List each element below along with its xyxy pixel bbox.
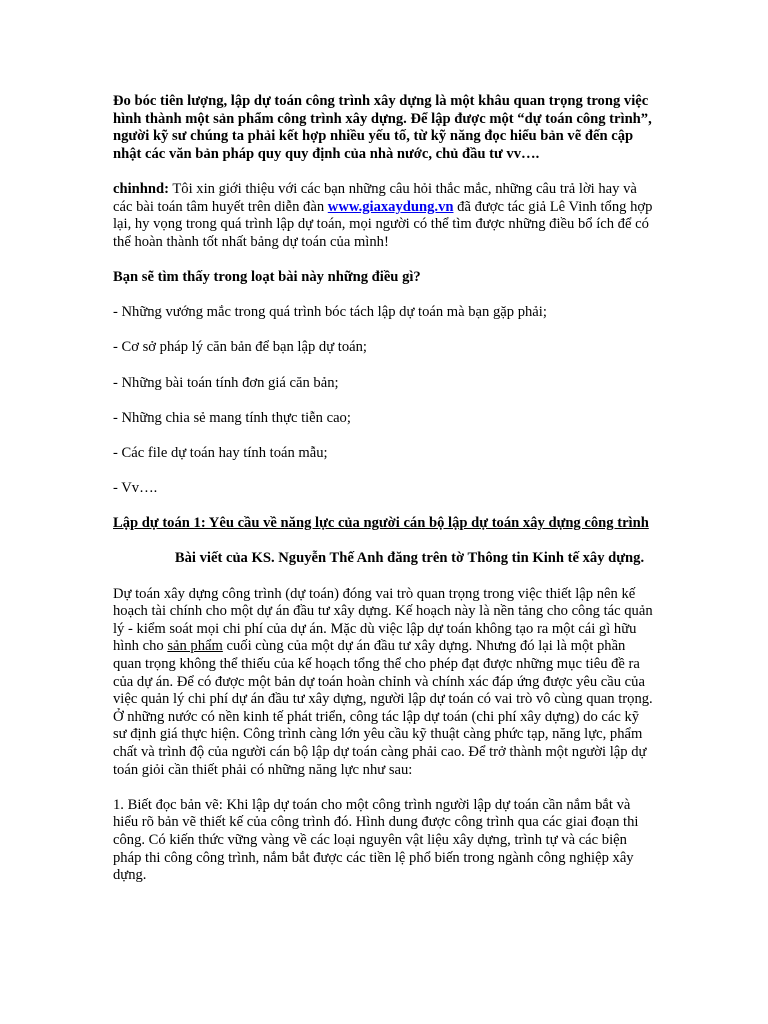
intro-text-1: Tôi xin giới thiệu với các bạn những câu hỏi thắc mắc, những câu trả lời hay và các bài toán tâm huyết trên diễn đàn [113, 180, 637, 215]
list-item: - Những bài toán tính đơn giá căn bản; [113, 374, 339, 391]
list-item: - Cơ sở pháp lý căn bản để bạn lập dự toán; [113, 339, 367, 356]
list-item: - Những vướng mắc trong quá trình bóc tách lập dự toán mà bạn gặp phải; [113, 304, 547, 321]
list-item: - Những chia sẻ mang tính thực tiễn cao; [113, 409, 351, 426]
forum-link[interactable]: www.giaxaydung.vn [327, 198, 454, 215]
intro-text-2: đã được tác giả Lê Vinh tổng hợp lại, hy vọng trong quá trình lập dự toán, mọi người có thể tìm được những điều bổ ích để có thể hoàn thành tốt nhất bảng dự toán của mình! [113, 198, 653, 250]
point-paragraph: 1. Biết đọc bản vẽ: Khi lập dự toán cho một công trình người lập dự toán cần nắm bắt và hiểu rõ bản vẽ thiết kế của công trình đó. Hình dung được công trình qua các giai đoạn thi công. Có kiến thức vững vàng về các loại nguyên vật liệu xây dựng, trình tự và các biện pháp thi công công trình, nắm bắt được các tiền lệ phổ biến trong ngành công nghiệp xây dựng. [113, 796, 639, 884]
body-text-1: Dự toán xây dựng công trình (dự toán) đóng vai trò quan trọng trong việc thiết lập nên kế hoạch tài chính cho một dự án đầu tư xây dựng. Kế hoạch này là nền tảng cho công tác quản lý - kiểm soát mọi chi phí của dự án. Mặc dù việc lập dự toán không tạo ra một cái gì hữu hình cho [113, 585, 653, 655]
section-title: Lập dự toán 1: Yêu cầu về năng lực của người cán bộ lập dự toán xây dựng công trình [113, 515, 649, 532]
list-item: - Vv…. [113, 480, 158, 497]
article-byline: Bài viết của KS. Nguyễn Thế Anh đăng trên tờ Thông tin Kinh tế xây dựng. [174, 550, 645, 567]
author-name: chinhnd: [113, 180, 169, 197]
underlined-term: sản phẩm [167, 638, 223, 655]
intro-paragraph: Đo bóc tiên lượng, lập dự toán công trình xây dựng là một khâu quan trọng trong việc hình thành một sản phẩm công trình xây dựng. Để lập được một “dự toán công trình”, người kỹ sư chúng ta phải kết hợp nhiều yếu tố, từ kỹ năng đọc hiểu bản vẽ đến cập nhật các văn bản pháp quy quy định của nhà nước, chủ đầu tư vv…. [113, 93, 652, 162]
list-item: - Các file dự toán hay tính toán mẫu; [113, 444, 328, 461]
body-paragraph [113, 586, 656, 780]
question-heading: Bạn sẽ tìm thấy trong loạt bài này những điều gì? [113, 268, 421, 285]
body-text-2: cuối cùng của một dự án đầu tư xây dựng. Nhưng đó lại là một phần quan trọng không thể thiếu của kế hoạch tổng thể cho phép đạt được những mục tiêu đề ra của dự án. Để có được một bản dự toán hoàn chỉnh và chính xác đáp ứng được yêu cầu của việc quản lý chi phí dự án đầu tư xây dựng, người lập dự toán có vai trò vô cùng quan trọng. Ở những nước có nền kinh tế phát triển, công tác lập dự toán (chi phí xây dựng) do các kỹ sư định giá thực hiện. Công trình càng lớn yêu cầu kỹ thuật càng phức tạp, năng lực, phẩm chất và trình độ của người cán bộ lập dự toán càng phải cao. Để trở thành một người lập dự toán giỏi cần thiết phải có những năng lực như sau: [113, 638, 653, 778]
introduction-paragraph [113, 181, 656, 251]
